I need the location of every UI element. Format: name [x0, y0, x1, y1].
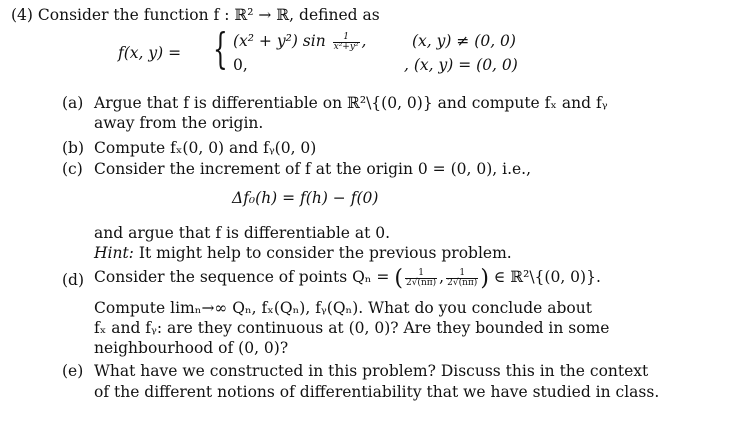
increment-formula: Δf₀(h) = f(h) − f(0) — [232, 189, 379, 207]
definition-condition-2: , (x, y) = (0, 0) — [404, 56, 518, 74]
part-b-label: (b) — [62, 139, 85, 157]
case-1-fraction — [333, 33, 360, 52]
fraction-denominator: x²+y² — [333, 41, 359, 52]
part-e-line-2: of the different notions of differentiability that we have studied in class. — [94, 383, 660, 401]
part-a-line-2: away from the origin. — [94, 114, 264, 132]
part-d-label: (d) — [62, 271, 85, 289]
definition-lhs: f(x, y) = — [118, 44, 182, 62]
part-e-label: (e) — [62, 362, 84, 380]
fraction-denominator: 2√(nπ) — [447, 277, 478, 288]
fraction-denominator: 2√(nπ) — [405, 277, 437, 288]
part-a-label: (a) — [62, 94, 84, 112]
part-c-hint — [94, 244, 512, 262]
part-c-line-1: Consider the increment of f at the origin 0 = (0, 0), i.e., — [94, 160, 532, 178]
hint-label: Hint: — [94, 244, 134, 262]
definition-case-2: 0, — [233, 56, 248, 74]
problem-heading — [11, 6, 380, 24]
problem-number: (4) — [11, 6, 33, 24]
hint-text: It might help to consider the previous problem. — [138, 244, 512, 262]
part-c-label: (c) — [62, 160, 83, 178]
part-d-line-1-post: ∈ ℝ²\{(0, 0)}. — [493, 268, 601, 286]
case-1-expression: (x² + y²) sin — [233, 32, 326, 50]
part-b-line-1: Compute fₓ(0, 0) and fᵧ(0, 0) — [94, 139, 317, 157]
definition-condition-1: (x, y) ≠ (0, 0) — [412, 32, 516, 50]
part-d-line-4: neighbourhood of (0, 0)? — [94, 339, 289, 357]
open-paren: ( — [394, 266, 403, 291]
part-d-line-2: Compute limₙ→∞ Qₙ, fₓ(Qₙ), fᵧ(Qₙ). What do you conclude about — [94, 299, 592, 317]
part-e-line-1: What have we constructed in this problem? Discuss this in the context — [94, 362, 649, 380]
fraction-numerator: 1 — [405, 269, 437, 279]
part-a-line-1: Argue that f is differentiable on ℝ²\{(0, 0)} and compute fₓ and fᵧ — [94, 94, 608, 112]
part-d-line-3: fₓ and fᵧ: are they continuous at (0, 0)? Are they bounded in some — [94, 319, 610, 337]
problem-intro: Consider the function f : ℝ² → ℝ, defined as — [37, 6, 380, 24]
curly-brace: { — [213, 24, 228, 73]
definition-case-1: (x² + y²) sin $\frac{1}{\text{x²+y²}}$ , — [233, 31, 367, 52]
part-d-line-1: Consider the sequence of points Qₙ = ( $\frac{1}{2√(n\pi)}$ , $\frac{1}{2√(n\pi)}$ ) ∈ ℝ²\{(0, 0)}. — [94, 266, 601, 291]
sequence-fraction-1 — [405, 269, 437, 288]
fraction-numerator: 1 — [446, 269, 478, 279]
part-d-line-1-pre: Consider the sequence of points Qₙ = — [94, 268, 390, 286]
part-c-line-2: and argue that f is differentiable at 0. — [94, 224, 391, 242]
sequence-fraction-2 — [446, 269, 478, 288]
close-paren: ) — [480, 266, 489, 291]
fraction-numerator: 1 — [333, 33, 360, 43]
